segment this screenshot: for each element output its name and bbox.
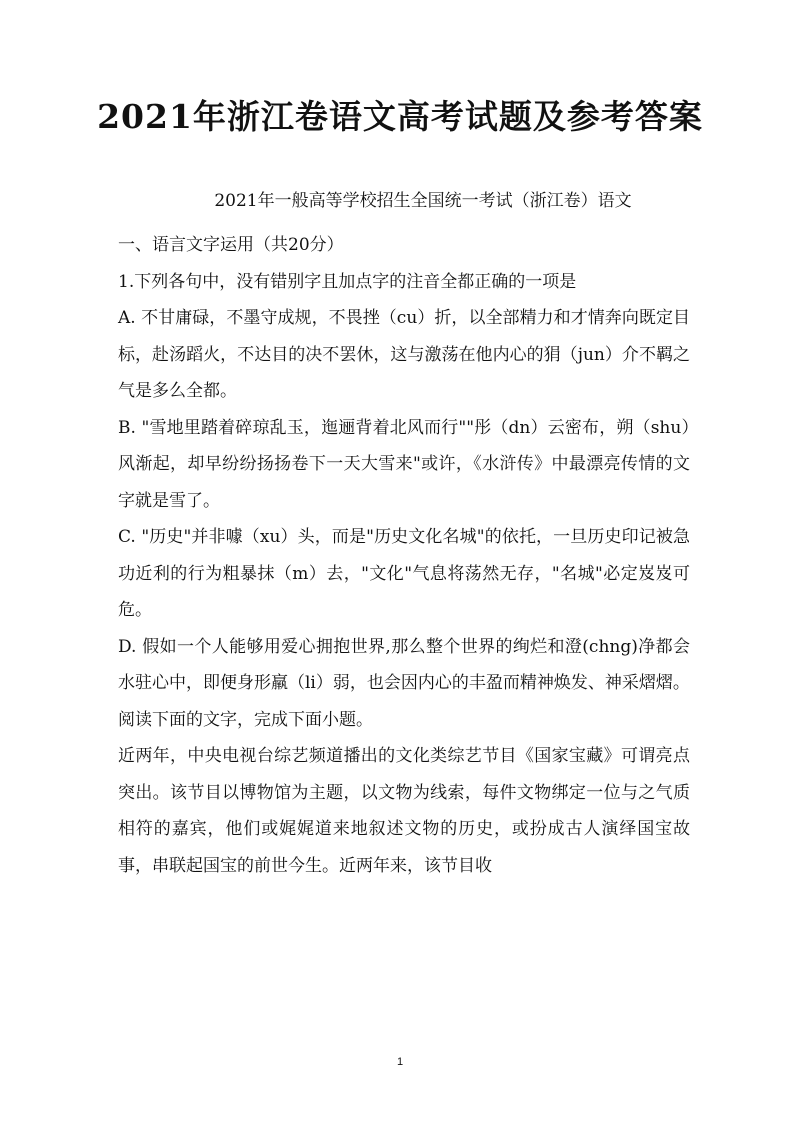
option-a: A. 不甘庸碌，不墨守成规，不畏挫（cu）折，以全部精力和才情奔向既定目标，赴汤蹈火，不达目的决不罢休，这与激荡在他内心的狷（jun）介不羁之气是多么全都。 — [118, 308, 690, 401]
option-c: C. "历史"并非噱（xu）头，而是"历史文化名城"的依托，一旦历史印记被急功近利的行为粗暴抹（m）去，"文化"气息将荡然无存，"名城"必定岌岌可危。 — [118, 527, 690, 620]
reading-instruction: 阅读下面的文字，完成下面小题。 — [118, 709, 373, 730]
reading-passage: 近两年，中央电视台综艺频道播出的文化类综艺节目《国家宝藏》可谓亮点突出。该节目以博物馆为主题，以文物为线索，每件文物绑定一位与之气质相符的嘉宾，他们或娓娓道来地叙述文物的历史，或扮成古人演绎国宝故事，串联起国宝的前世今生。近两年来，该节目收 — [118, 746, 690, 876]
page-number: 1 — [396, 1056, 404, 1068]
document-body — [118, 227, 690, 884]
exam-subtitle: 2021年一般高等学校招生全国统一考试（浙江卷）语文 — [214, 191, 632, 211]
document-title: 2021年浙江卷语文高考试题及参考答案 — [97, 97, 703, 136]
section-heading: 一、语言文字运用（共20分） — [118, 235, 344, 255]
question-stem: 1.下列各句中，没有错别字且加点字的注音全都正确的一项是 — [118, 271, 577, 292]
option-d: D. 假如一个人能够用爱心拥抱世界,那么整个世界的绚烂和澄(chng)净都会水驻心中，即便身形羸（li）弱，也会因内心的丰盈而精神焕发、神采熠熠。 — [118, 636, 690, 693]
option-b: B. "雪地里踏着碎琼乱玉，迤逦背着北风而行""彤（dn）云密布，朔（shu）风渐起，却早纷纷扬扬卷下一天大雪来"或许，《水浒传》中最漂亮传情的文字就是雪了。 — [118, 417, 690, 511]
